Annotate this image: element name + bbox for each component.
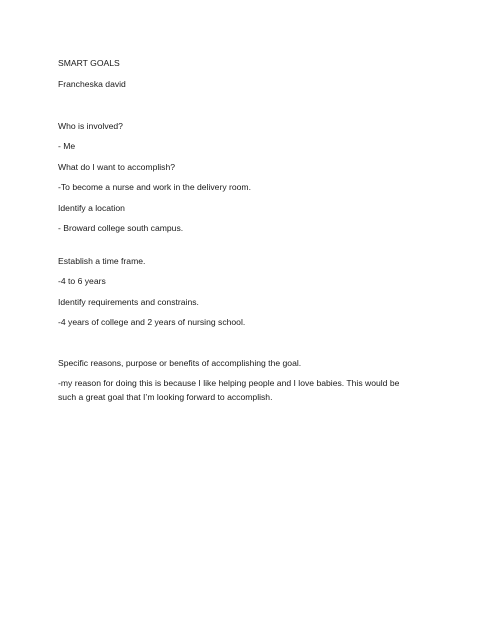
question-who: Who is involved? [58, 121, 123, 131]
question-requirements: Identify requirements and constrains. [58, 297, 199, 307]
question-location: Identify a location [58, 203, 125, 213]
author-name: Francheska david [58, 79, 126, 89]
question-what: What do I want to accomplish? [58, 162, 176, 172]
answer-time-frame: -4 to 6 years [58, 276, 106, 286]
question-reasons: Specific reasons, purpose or benefits of accomplishing the goal. [58, 358, 302, 368]
answer-what: -To become a nurse and work in the delivery room. [58, 182, 251, 192]
document-title: SMART GOALS [58, 58, 120, 68]
answer-location: - Broward college south campus. [58, 223, 184, 233]
answer-requirements: -4 years of college and 2 years of nursing school. [58, 317, 246, 327]
answer-who: - Me [58, 141, 76, 151]
answer-reasons: -my reason for doing this is because I like helping people and I love babies. This would be such a great goal that I’m looking forward to accomplish. [58, 378, 400, 402]
question-time-frame: Establish a time frame. [58, 256, 146, 266]
